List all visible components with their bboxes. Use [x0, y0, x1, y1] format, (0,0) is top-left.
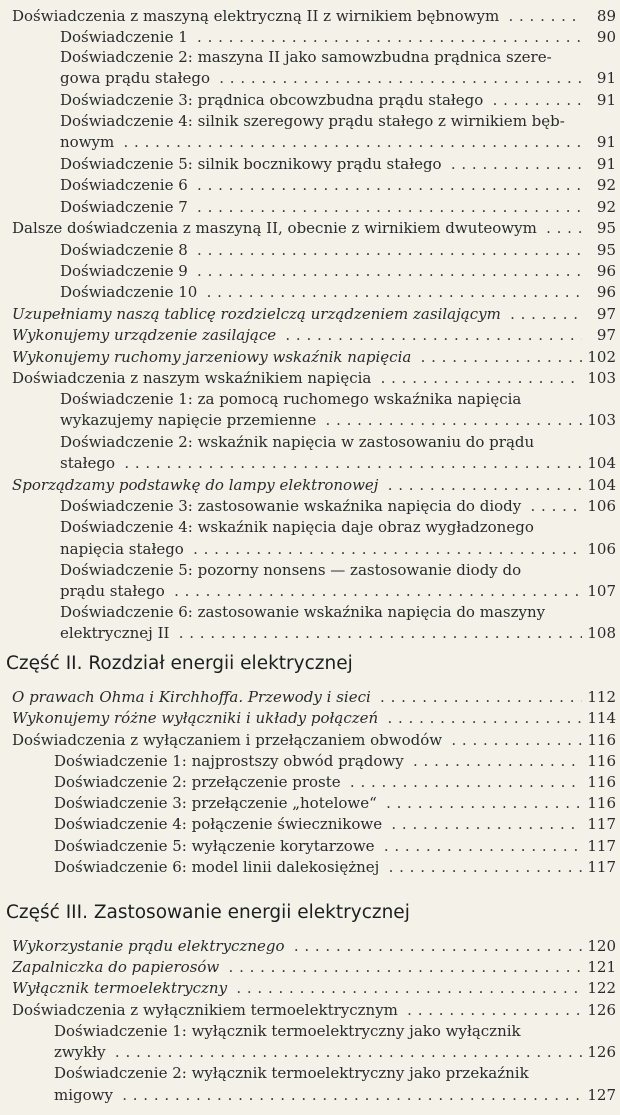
toc-entry-text: nowym: [60, 133, 118, 151]
toc-entry-title: [60, 389, 582, 410]
toc-entry-page: 112: [587, 688, 616, 706]
toc-entry-title: [60, 111, 582, 132]
toc-entry-page: 91: [596, 155, 616, 173]
toc-entry-title: [60, 90, 582, 111]
toc-entry-title: [60, 539, 582, 560]
toc-entry-title: [54, 1085, 582, 1106]
toc-entry-text: migowy: [54, 1086, 117, 1104]
toc-entry-title: [54, 1021, 582, 1042]
toc-entry-title: [60, 197, 582, 218]
toc-entry-title: [60, 602, 582, 623]
toc-entry-title: [54, 1063, 582, 1084]
toc-entry-page: 126: [587, 1043, 616, 1061]
toc-entry-title: [60, 132, 582, 153]
toc-entry-title: [54, 1042, 582, 1063]
toc-entry-text: Dalsze doświadczenia z maszyną II, obecnie z wirnikiem dwuteowym: [12, 219, 541, 237]
toc-entry-text: napięcia stałego: [60, 540, 188, 558]
toc-entry-text: Doświadczenie 3: prądnica obcowzbudna prądu stałego: [60, 91, 487, 109]
toc-entry-text: Sporządzamy podstawkę do lampy elektronowej: [12, 476, 382, 494]
toc-entry-title: [60, 560, 582, 581]
toc-entry-text: Doświadczenie 6: zastosowanie wskaźnika napięcia do maszyny: [60, 603, 549, 621]
toc-entry-page: 102: [587, 348, 616, 366]
toc-entry-page: 103: [587, 411, 616, 429]
toc-entry-title: [12, 957, 582, 978]
toc-entry-page: 89: [596, 7, 616, 25]
toc-entry-text: Doświadczenie 1: wyłącznik termoelektryczny jako wyłącznik: [54, 1022, 525, 1040]
toc-entry-title: [60, 240, 582, 261]
toc-entry-page: 96: [596, 283, 616, 301]
toc-entry-text: stałego: [60, 454, 119, 472]
toc-entry-page: 116: [587, 794, 616, 812]
toc-entry-page: 107: [587, 582, 616, 600]
toc-entry-page: 121: [587, 958, 616, 976]
toc-entry-text: Doświadczenie 5: silnik bocznikowy prądu stałego: [60, 155, 446, 173]
toc-entry-page: 95: [596, 241, 616, 259]
toc-entry-title: [60, 453, 582, 474]
toc-entry-text: prądu stałego: [60, 582, 169, 600]
toc-entry-text: Uzupełniamy naszą tablicę rozdzielczą urządzeniem zasilającym: [12, 305, 505, 323]
toc-entry-page: 106: [587, 497, 616, 515]
toc-entry-title: [12, 218, 582, 239]
toc-entry-title: [12, 368, 582, 389]
toc-entry-text: zwykły: [54, 1043, 110, 1061]
part2-heading: Część II. Rozdział energii elektrycznej: [6, 653, 353, 674]
toc-entry-text: Doświadczenie 2: maszyna II jako samowzbudna prądnica szere-: [60, 48, 556, 66]
toc-entry-text: Wykonujemy ruchomy jarzeniowy wskaźnik napięcia: [12, 348, 415, 366]
toc-entry-page: 91: [596, 69, 616, 87]
toc-entry-text: Doświadczenie 4: wskaźnik napięcia daje obraz wygładzonego: [60, 518, 538, 536]
toc-entry-page: 116: [587, 773, 616, 791]
toc-entry-text: Doświadczenie 10: [60, 283, 201, 301]
toc-entry-title: [60, 432, 582, 453]
toc-entry-page: 91: [596, 91, 616, 109]
toc-entry-title: [12, 687, 582, 708]
toc-entry-page: 91: [596, 133, 616, 151]
toc-entry-text: Doświadczenie 2: przełączenie proste: [54, 773, 345, 791]
toc-entry-text: Doświadczenie 2: wyłącznik termoelektryczny jako przekaźnik: [54, 1064, 533, 1082]
toc-entry-page: 122: [587, 979, 616, 997]
toc-entry-title: [60, 517, 582, 538]
toc-entry-text: O prawach Ohma i Kirchhoffa. Przewody i sieci: [12, 688, 375, 706]
toc-entry-title: [12, 730, 582, 751]
toc-entry-title: [12, 6, 582, 27]
toc-entry-page: 97: [596, 305, 616, 323]
toc-entry-title: [60, 27, 582, 48]
toc-entry-text: Doświadczenie 8: [60, 241, 192, 259]
toc-entry-text: Doświadczenie 4: silnik szeregowy prądu stałego z wirnikiem bęb-: [60, 112, 569, 130]
toc-entry-text: gowa prądu stałego: [60, 69, 214, 87]
toc-entry-page: 104: [587, 454, 616, 472]
toc-entry-text: Doświadczenie 1: [60, 28, 192, 46]
toc-entry-page: 92: [596, 176, 616, 194]
toc-entry-page: 95: [596, 219, 616, 237]
toc-entry-title: [60, 68, 582, 89]
toc-entry-text: Doświadczenie 2: wskaźnik napięcia w zastosowaniu do prądu: [60, 433, 538, 451]
toc-entry-page: 92: [596, 198, 616, 216]
toc-entry-title: [60, 496, 582, 517]
toc-entry-page: 117: [587, 837, 616, 855]
toc-entry-title: [12, 347, 582, 368]
toc-entry-text: Doświadczenia z naszym wskaźnikiem napięcia: [12, 369, 375, 387]
toc-entry-page: 117: [587, 858, 616, 876]
toc-entry-text: wykazujemy napięcie przemienne: [60, 411, 320, 429]
toc-entry-title: [12, 304, 582, 325]
toc-entry-text: Doświadczenie 1: najprostszy obwód prądowy: [54, 752, 408, 770]
toc-entry-title: [12, 708, 582, 729]
toc-entry-title: [60, 410, 582, 431]
toc-entry-title: [60, 261, 582, 282]
toc-entry-text: Doświadczenie 7: [60, 198, 192, 216]
toc-entry-text: Wykonujemy urządzenie zasilające: [12, 326, 280, 344]
toc-entry-title: [60, 47, 582, 68]
toc-entry-title: [60, 623, 582, 644]
toc-entry-page: 127: [587, 1086, 616, 1104]
toc-entry-title: [12, 978, 582, 999]
toc-entry-title: [60, 154, 582, 175]
toc-entry-text: Doświadczenie 6: model linii dalekosiężnej: [54, 858, 383, 876]
toc-entry-text: Wykorzystanie prądu elektrycznego: [12, 937, 289, 955]
toc-entry-page: 103: [587, 369, 616, 387]
toc-entry-text: Doświadczenia z wyłącznikiem termoelektrycznym: [12, 1001, 402, 1019]
toc-entry-title: [12, 325, 582, 346]
toc-entry-text: Doświadczenia z wyłączaniem i przełączaniem obwodów: [12, 731, 446, 749]
toc-entry-page: 114: [587, 709, 616, 727]
toc-entry-title: [54, 772, 582, 793]
toc-entry-text: Wykonujemy różne wyłączniki i układy połączeń: [12, 709, 382, 727]
toc-entry-text: Doświadczenie 9: [60, 262, 192, 280]
toc-entry-page: 108: [587, 624, 616, 642]
toc-entry-page: 116: [587, 731, 616, 749]
toc-entry-title: [54, 751, 582, 772]
toc-entry-page: 120: [587, 937, 616, 955]
toc-entry-page: 90: [596, 28, 616, 46]
toc-entry-title: [12, 936, 582, 957]
toc-entry-title: [54, 857, 582, 878]
toc-entry-text: Doświadczenie 6: [60, 176, 192, 194]
toc-entry-text: Doświadczenia z maszyną elektryczną II z wirnikiem bębnowym: [12, 7, 503, 25]
toc-entry-page: 96: [596, 262, 616, 280]
toc-entry-title: [60, 282, 582, 303]
toc-entry-title: [54, 814, 582, 835]
toc-entry-page: 117: [587, 815, 616, 833]
toc-entry-text: elektrycznej II: [60, 624, 173, 642]
toc-entry-title: [54, 836, 582, 857]
toc-entry-page: 106: [587, 540, 616, 558]
toc-entry-text: Doświadczenie 4: połączenie świecznikowe: [54, 815, 386, 833]
toc-entry-text: Doświadczenie 5: wyłączenie korytarzowe: [54, 837, 379, 855]
part3-heading: Część III. Zastosowanie energii elektrycznej: [6, 902, 410, 923]
toc-entry-page: 97: [596, 326, 616, 344]
toc-entry-text: Zapalniczka do papierosów: [12, 958, 223, 976]
toc-entry-text: Doświadczenie 1: za pomocą ruchomego wskaźnika napięcia: [60, 390, 525, 408]
toc-entry-text: Doświadczenie 3: przełączenie „hotelowe“: [54, 794, 381, 812]
toc-entry-text: Wyłącznik termoelektryczny: [12, 979, 231, 997]
toc-entry-title: [54, 793, 582, 814]
toc-entry-text: Doświadczenie 5: pozorny nonsens — zastosowanie diody do: [60, 561, 525, 579]
toc-entry-title: [60, 175, 582, 196]
toc-entry-page: 126: [587, 1001, 616, 1019]
toc-entry-title: [12, 1000, 582, 1021]
toc-entry-page: 104: [587, 476, 616, 494]
toc-entry-title: [60, 581, 582, 602]
toc-entry-page: 116: [587, 752, 616, 770]
toc-entry-text: Doświadczenie 3: zastosowanie wskaźnika napięcia do diody: [60, 497, 525, 515]
toc-entry-title: [12, 475, 582, 496]
